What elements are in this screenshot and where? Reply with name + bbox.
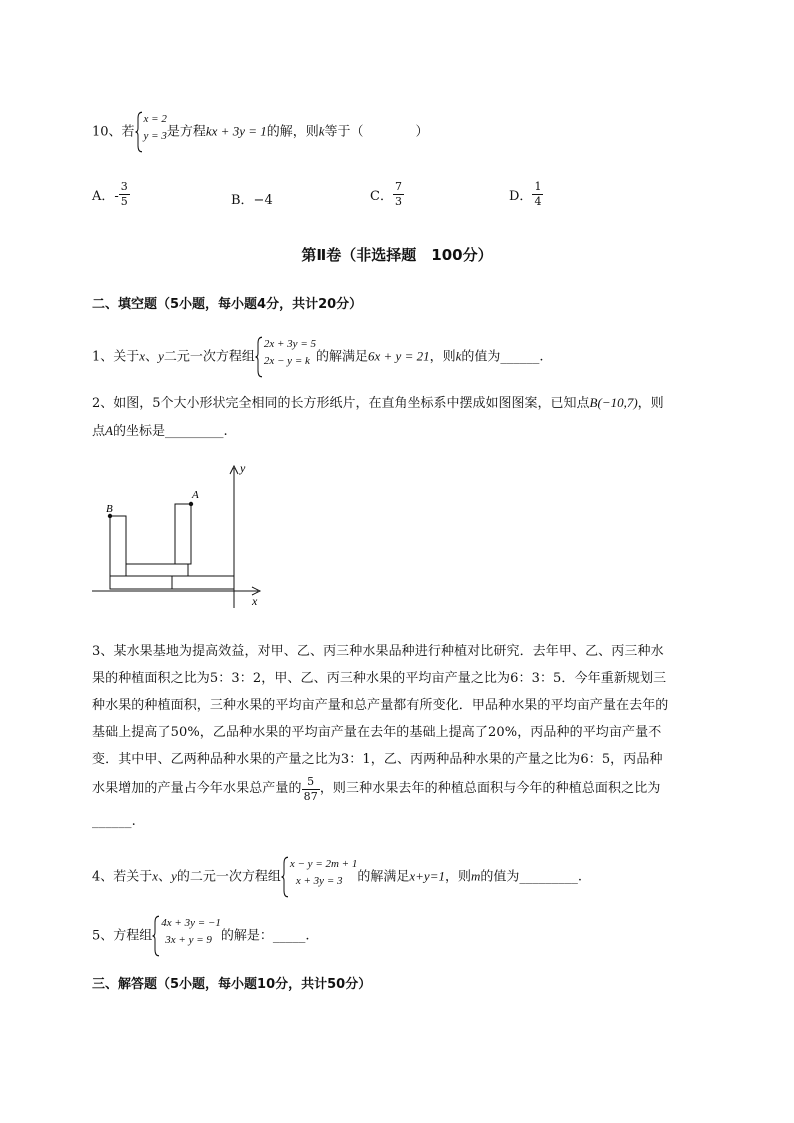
option-d-label: D． xyxy=(509,189,533,204)
f4-mid: 的二元一次方程组 xyxy=(176,869,281,885)
q10-sys-row-2: y = 3 xyxy=(143,130,167,142)
f2-line1-tail: ，则 xyxy=(637,396,664,411)
q10-k: k xyxy=(318,123,325,139)
q10-sys-row-1: x = 2 xyxy=(143,113,167,125)
f4-pre: 4、若关于 xyxy=(92,869,153,885)
f3-frac-num: 5 xyxy=(302,775,320,790)
f4-y: y xyxy=(171,868,177,884)
option-c-num: 7 xyxy=(394,180,402,193)
q10-text-1: 是方程 xyxy=(166,124,206,140)
f4-tail: 的值为_________. xyxy=(480,869,583,885)
f2-point-b: B(−10,7) xyxy=(589,395,638,410)
f2-line2-tail: 的坐标是_________. xyxy=(112,424,228,439)
option-d-fraction xyxy=(532,180,543,209)
bottom-rect-right xyxy=(172,576,234,589)
f4-mid2: 的解满足 xyxy=(357,869,410,885)
f3-line-7: ______. xyxy=(92,813,136,829)
label-x: x xyxy=(252,594,258,608)
section-3-title: 三、解答题（5小题，每小题10分，共计50分） xyxy=(92,977,372,992)
option-c-label: C． xyxy=(370,189,393,204)
f4-m: m xyxy=(470,868,481,884)
q10-option-c[interactable] xyxy=(370,180,404,209)
f2-line-1 xyxy=(92,389,742,417)
f5-tail: 的解是：_____. xyxy=(220,928,310,944)
q10-tail: 等于（ ） xyxy=(324,124,429,140)
point-a xyxy=(189,502,193,506)
f3-line-3: 种水果的种植面积，三种水果的平均亩产量和总产量都有所变化．甲品种水果的平均亩产量在去年的 xyxy=(92,698,669,713)
f4-mid3: ，则 xyxy=(444,869,471,885)
f5-sys-row-1: 4x + 3y = −1 xyxy=(161,917,221,929)
question-10 xyxy=(92,111,429,153)
option-c-fraction xyxy=(393,180,404,209)
f4-sys-row-2: x + 3y = 3 xyxy=(295,875,343,887)
f1-pre: 1、关于 xyxy=(92,349,140,365)
option-a-fraction xyxy=(119,180,130,209)
f3-line-2: 果的种植面积之比为5：3：2，甲、乙、丙三种水果的平均亩产量之比为6：3：5．今年重新规划三 xyxy=(92,671,667,686)
f3-line-5: 变．其中甲、乙两种品种水果的产量之比为3：1，乙、丙两种品种水果的产量之比为6：5，丙品种 xyxy=(92,752,663,767)
f3-fraction xyxy=(302,775,320,804)
option-a-num: 3 xyxy=(120,180,128,193)
label-a: A xyxy=(192,489,199,501)
option-b-label: B．−4 xyxy=(231,193,273,208)
f3-line-6 xyxy=(92,769,742,810)
brace-icon xyxy=(135,111,143,153)
brace-icon xyxy=(152,915,160,957)
f2-line1-pre: 2、如图，5个大小形状完全相同的长方形纸片，在直角坐标系中摆成如图图案，已知点 xyxy=(92,396,590,411)
q10-number: 10、若 xyxy=(92,124,135,140)
f1-eq: 6x + y = 21 xyxy=(368,348,430,364)
f2-a: A xyxy=(105,423,113,438)
f1-sep: 、 xyxy=(145,349,159,365)
f1-tail: 的值为______. xyxy=(461,349,544,365)
f5-pre: 5、方程组 xyxy=(92,928,153,944)
f5-sys-row-2: 3x + y = 9 xyxy=(165,934,212,946)
bottom-rect-left xyxy=(110,576,172,589)
option-a-den: 5 xyxy=(120,195,128,208)
f2-line2-pre: 点 xyxy=(92,424,106,439)
fill-question-4 xyxy=(92,856,582,898)
f4-sep: 、 xyxy=(158,869,172,885)
f1-y: y xyxy=(158,348,164,364)
left-vertical-rect xyxy=(110,516,126,576)
f1-k: k xyxy=(455,348,462,364)
f3-frac-den: 87 xyxy=(303,789,318,803)
section-2-title: 二、填空题（5小题，每小题4分，共计20分） xyxy=(92,297,363,312)
f4-system xyxy=(281,856,357,898)
label-b: B xyxy=(106,503,113,515)
f1-x: x xyxy=(139,348,146,364)
middle-rect xyxy=(126,564,188,576)
f1-mid3: ，则 xyxy=(429,349,456,365)
f4-x: x xyxy=(152,868,159,884)
option-c-den: 3 xyxy=(394,195,402,208)
f4-sys-row-1: x − y = 2m + 1 xyxy=(289,858,358,870)
f5-system xyxy=(152,915,221,957)
q10-option-a[interactable] xyxy=(92,180,130,209)
f1-sys-row-2: 2x − y = k xyxy=(263,355,310,367)
f1-sys-row-1: 2x + 3y = 5 xyxy=(263,338,316,350)
part-2-title: 第Ⅱ卷（非选择题 100分） xyxy=(301,246,493,264)
option-d-num: 1 xyxy=(534,180,542,193)
brace-icon xyxy=(255,336,263,378)
q10-system xyxy=(135,111,167,153)
q10-text-2: 的解，则 xyxy=(266,124,319,140)
rectangles-figure xyxy=(88,458,278,618)
fill-question-3 xyxy=(92,638,742,835)
f2-line-2 xyxy=(92,417,742,445)
option-d-den: 4 xyxy=(534,195,542,208)
label-y: y xyxy=(240,461,246,475)
f3-line6-pre: 水果增加的产量占今年水果总产量的 xyxy=(92,781,302,796)
f1-system xyxy=(255,336,316,378)
fill-question-1 xyxy=(92,336,544,378)
fill-question-2 xyxy=(92,389,742,445)
q10-equation: kx + 3y = 1 xyxy=(205,123,267,139)
f1-mid: 二元一次方程组 xyxy=(163,349,255,365)
f1-mid2: 的解满足 xyxy=(316,349,369,365)
right-vertical-rect xyxy=(175,504,191,564)
fill-question-5 xyxy=(92,915,309,957)
f3-line-1: 3、某水果基地为提高效益，对甲、乙、丙三种水果品种进行种植对比研究．去年甲、乙、丙三种水 xyxy=(92,644,664,659)
q10-option-b[interactable] xyxy=(231,189,273,208)
f4-cond: x+y=1 xyxy=(409,868,445,884)
q10-option-d[interactable] xyxy=(509,180,543,209)
f3-line6-tail: ，则三种水果去年的种植总面积与今年的种植总面积之比为 xyxy=(319,781,661,796)
f3-line-4: 基础上提高了50%，乙品种水果的平均亩产量在去年的基础上提高了20%，丙品种的平均亩产量不 xyxy=(92,725,662,740)
brace-icon xyxy=(281,856,289,898)
option-a-label: A．- xyxy=(92,189,119,204)
